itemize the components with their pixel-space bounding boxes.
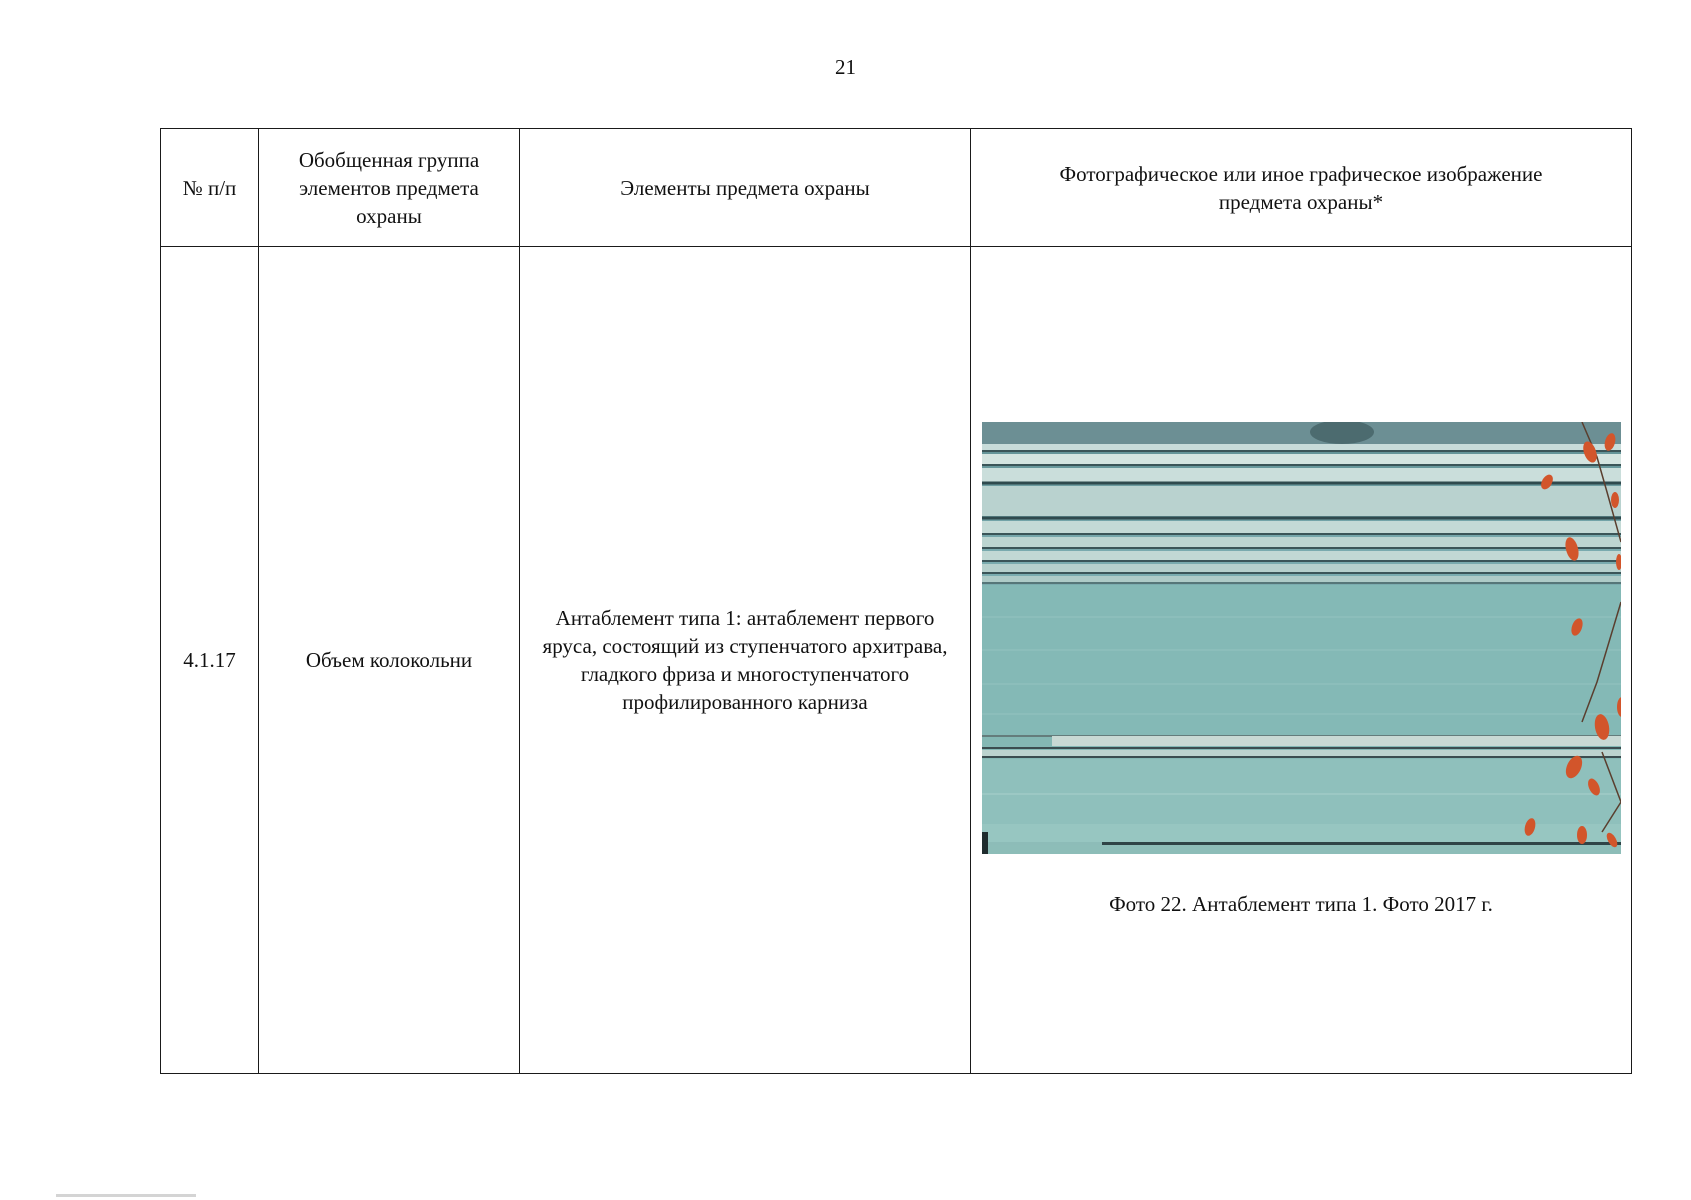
header-group — [259, 129, 520, 247]
table-header-row — [161, 129, 1632, 247]
header-number — [161, 129, 259, 247]
protection-subject-table — [160, 128, 1632, 1074]
photo-block — [979, 402, 1623, 918]
header-elements-label: Элементы предмета охраны — [620, 175, 870, 200]
scan-artifact — [56, 1194, 196, 1197]
header-photo-label: Фотографическое или иное графическое изображение предмета охраны* — [1059, 161, 1543, 214]
header-number-label: № п/п — [182, 175, 237, 200]
header-photo — [971, 129, 1632, 247]
row-group-cell — [259, 247, 520, 1074]
table-row — [161, 247, 1632, 1074]
header-group-label: Обобщенная группа элементов предмета охраны — [298, 147, 480, 228]
page-number: 21 — [835, 55, 856, 79]
row-number: 4.1.17 — [183, 648, 236, 672]
entablature-photo — [982, 422, 1621, 854]
header-elements — [520, 129, 971, 247]
row-photo-cell — [971, 247, 1632, 1074]
photo-caption: Фото 22. Антаблемент типа 1. Фото 2017 г. — [1109, 892, 1493, 916]
row-elements: Антаблемент типа 1: антаблемент первого яруса, состоящий из ступенчатого архитрава, гладкого фриза и многоступенчатого профилированного карниза — [542, 606, 948, 714]
row-elements-cell — [520, 247, 971, 1074]
row-group: Объем колокольни — [305, 648, 473, 672]
row-number-cell — [161, 247, 259, 1074]
